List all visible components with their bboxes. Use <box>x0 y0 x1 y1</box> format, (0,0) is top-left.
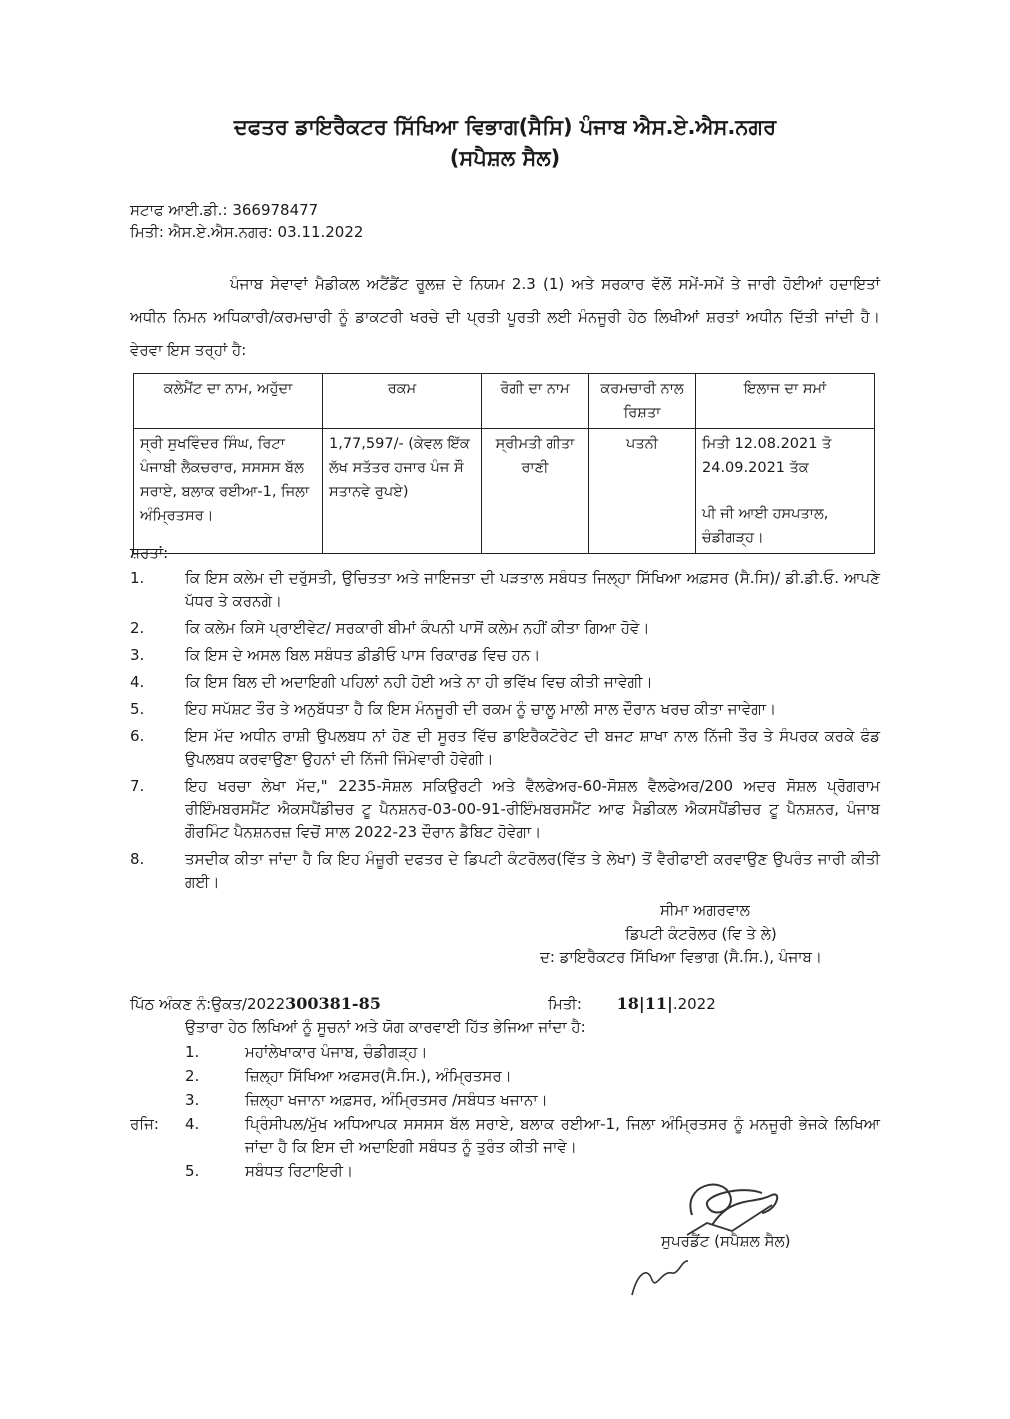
list-item: 7. ਇਹ ਖਰਚਾ ਲੇਖਾ ਮੱਦ," 2235-ਸੋਸ਼ਲ ਸਕਿਉਰਟੀ ਅਤੇ ਵੈਲਫੇਅਰ-60-ਸੋਸ਼ਲ ਵੈਲਫੇਅਰ/200 ਅਦਰ ਸੋਸ਼ਲ ਪ੍ਰੋਗਰਾਮ ਰੀਇੰਮਬਰਸਮੈਂਟ ਐਕਸਪੈਂਡੀਚਰ ਟੂ ਪੈਨਸ਼ਨਰ-03-00-91-ਰੀਇੰਮਬਰਸਮੈਂਟ ਆਫ ਮੈਡੀਕਲ ਐਕਸਪੈਂਡੀਚਰ ਟੂ ਪੈਨਸ਼ਨਰ, ਪੰਜਾਬ ਗੌਰਮਿੰਟ ਪੈਨਸ਼ਨਰਜ਼ ਵਿਚੋਂ ਸਾਲ 2022-23 ਦੌਰਾਨ ਡੈਬਿਟ ਹੋਵੇਗਾ। <box>130 777 880 841</box>
office-subtitle: (ਸਪੈਸ਼ਲ ਸੈਲ) <box>449 146 561 170</box>
signatory-designation: ਡਿਪਟੀ ਕੰਟਰੋਲਰ (ਵਿ ਤੇ ਲੇ) <box>625 925 777 943</box>
list-item: 3. ਜ਼ਿਲ੍ਹਾ ਖਜਾਨਾ ਅਫ਼ਸਰ, ਅੰਮ੍ਰਿਤਸਰ /ਸਬੰਧਤ ਖਜਾਨਾ। <box>185 1091 548 1109</box>
recipients-list <box>130 1041 880 1184</box>
list-item: 8. ਤਸਦੀਕ ਕੀਤਾ ਜਾਂਦਾ ਹੈ ਕਿ ਇਹ ਮੰਜ਼ੂਰੀ ਦਫਤਰ ਦੇ ਡਿਪਟੀ ਕੰਟਰੋਲਰ(ਵਿੱਤ ਤੇ ਲੇਖਾ) ਤੋਂ ਵੈਰੀਫਾਈ ਕਰਵਾਉਣ ਉਪਰੰਤ ਜਾਰੀ ਕੀਤੀ ਗਈ। <box>130 850 880 891</box>
intro-paragraph: ਪੰਜਾਬ ਸੇਵਾਵਾਂ ਮੈਡੀਕਲ ਅਟੈਂਡੈਂਟ ਰੂਲਜ਼ ਦੇ ਨਿਯਮ 2.3 (1) ਅਤੇ ਸਰਕਾਰ ਵੱਲੋਂ ਸਮੇਂ-ਸਮੇਂ ਤੇ ਜਾਰੀ ਹੋਈਆਂ ਹਦਾਇਤਾਂ ਅਧੀਨ ਨਿਮਨ ਅਧਿਕਾਰੀ/ਕਰਮਚਾਰੀ ਨੂੰ ਡਾਕਟਰੀ ਖਰਚੇ ਦੀ ਪ੍ਰਤੀ ਪੂਰਤੀ ਲਈ ਮੰਨਜੂਰੀ ਹੇਠ ਲਿਖੀਆਂ ਸ਼ਰਤਾਂ ਅਧੀਨ ਦਿੱਤੀ ਜਾਂਦੀ ਹੈ। ਵੇਰਵਾ ਇਸ ਤਰ੍ਹਾਂ ਹੈ: <box>130 275 880 359</box>
endorsement-date-handwritten: 18|11| <box>616 994 673 1013</box>
cell-amount: 1,77,597/- (ਕੇਵਲ ਇੱਕ ਲੱਖ ਸਤੱਤਰ ਹਜਾਰ ਪੰਜ ਸੌ ਸਤਾਨਵੇ ਰੁਪਏ) <box>323 429 482 554</box>
list-item: 1. ਕਿ ਇਸ ਕਲੇਮ ਦੀ ਦਰੁੱਸਤੀ, ਉਚਿਤਤਾ ਅਤੇ ਜਾਇਜਤਾ ਦੀ ਪੜਤਾਲ ਸਬੰਧਤ ਜਿਲ੍ਹਾ ਸਿੱਖਿਆ ਅਫ਼ਸਰ (ਸੈ.ਸਿ)/ ਡੀ.ਡੀ.ਓ. ਆਪਣੇ ਪੱਧਰ ਤੇ ਕਰਨਗੇ। <box>130 569 880 610</box>
superintendent-designation: ਸੁਪਰਡੈਂਟ (ਸਪੈਸ਼ਲ ਸੈਲ) <box>661 1232 791 1250</box>
header-amount: ਰਕਮ <box>323 374 482 429</box>
list-item: 2. ਕਿ ਕਲੇਮ ਕਿਸੇ ਪ੍ਰਾਈਵੇਟ/ ਸਰਕਾਰੀ ਬੀਮਾਂ ਕੰਪਨੀ ਪਾਸੋਂ ਕਲੇਮ ਨਹੀਂ ਕੀਤਾ ਗਿਆ ਹੋਵੇ। <box>130 619 650 637</box>
treatment-hospital: ਪੀ ਜੀ ਆਈ ਹਸਪਤਾਲ, ਚੰਡੀਗੜ੍ਹ। <box>702 506 829 546</box>
signatory-office: ਦ: ਡਾਇਰੈਕਟਰ ਸਿੱਖਿਆ ਵਿਭਾਗ (ਸੈ.ਸਿ.), ਪੰਜਾਬ। <box>540 948 823 966</box>
endorsement-number-handwritten: 300381-85 <box>285 994 381 1013</box>
office-title: ਦਫਤਰ ਡਾਇਰੈਕਟਰ ਸਿੱਖਿਆ ਵਿਭਾਗ(ਸੈਸਿ) ਪੰਜਾਬ ਐਸ.ਏ.ਐਸ.ਨਗਰ <box>233 115 777 139</box>
endorsement-number <box>130 994 381 1013</box>
endorsement-date <box>548 994 716 1013</box>
endorsement-intro: ਉਤਾਰਾ ਹੇਠ ਲਿਖਿਆਂ ਨੂੰ ਸੂਚਨਾਂ ਅਤੇ ਯੋਗ ਕਾਰਵਾਈ ਹਿੱਤ ਭੇਜਿਆ ਜਾਂਦਾ ਹੈ: <box>185 1018 586 1036</box>
list-item: 5. ਸਬੰਧਤ ਰਿਟਾਇਰੀ। <box>185 1162 354 1180</box>
table-row <box>134 429 875 554</box>
header-relation: ਕਰਮਚਾਰੀ ਨਾਲ ਰਿਸ਼ਤਾ <box>589 374 696 429</box>
header-treatment-period: ਇਲਾਜ ਦਾ ਸਮਾਂ <box>696 374 875 429</box>
endorsement-date-year: .2022 <box>672 995 716 1013</box>
conditions-label: ਸ਼ਰਤਾਂ: <box>130 544 169 562</box>
conditions-list <box>130 567 880 898</box>
staff-id: ਸਟਾਫ ਆਈ.ਡੀ.: 366978477 <box>130 201 319 219</box>
cell-claimant: ਸ੍ਰੀ ਸੁਖਵਿੰਦਰ ਸਿੰਘ, ਰਿਟਾ ਪੰਜਾਬੀ ਲੈਕਚਰਾਰ, ਸਸਸਸ ਬੱਲ ਸਰਾਏ, ਬਲਾਕ ਰਈਆ-1, ਜਿਲਾ ਅੰਮ੍ਰਿਤਸਰ। <box>134 429 323 554</box>
list-item: ਰਜਿ: 4. ਪ੍ਰਿੰਸੀਪਲ/ਮੁੱਖ ਅਧਿਆਪਕ ਸਸਸਸ ਬੱਲ ਸਰਾਏ, ਬਲਾਕ ਰਈਆ-1, ਜਿਲਾ ਅੰਮ੍ਰਿਤਸਰ ਨੂੰ ਮਨਜੂਰੀ ਭੇਜਕੇ ਲਿਖਿਆ ਜਾਂਦਾ ਹੈ ਕਿ ਇਸ ਦੀ ਅਦਾਇਗੀ ਸਬੰਧਤ ਨੂੰ ਤੁਰੰਤ ਕੀਤੀ ਜਾਵੇ। <box>130 1115 880 1156</box>
list-item: 5. ਇਹ ਸਪੱਸ਼ਟ ਤੌਰ ਤੇ ਅਨੁਬੱਧਤਾ ਹੈ ਕਿ ਇਸ ਮੰਨਜੂਰੀ ਦੀ ਰਕਮ ਨੂੰ ਚਾਲੂ ਮਾਲੀ ਸਾਲ ਦੌਰਾਨ ਖਰਚ ਕੀਤਾ ਜਾਵੇਗਾ। <box>130 700 777 718</box>
list-item: 1. ਮਹਾਂਲੇਖਾਕਾਰ ਪੰਜਾਬ, ਚੰਡੀਗੜ੍ਹ। <box>185 1043 428 1061</box>
cell-treatment <box>696 429 875 554</box>
list-item: 3. ਕਿ ਇਸ ਦੇ ਅਸਲ ਬਿਲ ਸਬੰਧਤ ਡੀਡੀਓ ਪਾਸ ਰਿਕਾਰਡ ਵਿਚ ਹਨ। <box>130 646 541 664</box>
header-patient: ਰੋਗੀ ਦਾ ਨਾਮ <box>482 374 589 429</box>
treatment-period: ਮਿਤੀ 12.08.2021 ਤੋ 24.09.2021 ਤੱਕ <box>702 436 832 476</box>
endorsement-date-label: ਮਿਤੀ: <box>548 995 582 1013</box>
list-item: 2. ਜ਼ਿਲ੍ਹਾ ਸਿੱਖਿਆ ਅਫਸਰ(ਸੈ.ਸਿ.), ਅੰਮ੍ਰਿਤਸਰ। <box>185 1067 512 1085</box>
endorsement-number-label: ਪਿੱਠ ਅੰਕਣ ਨੰ:ਉਕਤ/2022 <box>130 995 286 1013</box>
issue-date: ਮਿਤੀ: ਐਸ.ਏ.ਐਸ.ਨਗਰ: 03.11.2022 <box>130 223 364 241</box>
list-item: 6. ਇਸ ਮੱਦ ਅਧੀਨ ਰਾਸ਼ੀ ਉਪਲਬਧ ਨਾਂ ਹੋਣ ਦੀ ਸੂਰਤ ਵਿੱਚ ਡਾਇਰੈਕਟੋਰੇਟ ਦੀ ਬਜਟ ਸ਼ਾਖਾ ਨਾਲ ਨਿੱਜੀ ਤੌਰ ਤੇ ਸੰਪਰਕ ਕਰਕੇ ਫੰਡ ਉਪਲਬਧ ਕਰਵਾਉਣਾ ਉਹਨਾਂ ਦੀ ਨਿੱਜੀ ਜਿੰਮੇਵਾਰੀ ਹੋਵੇਗੀ। <box>130 727 880 768</box>
list-item: 4. ਕਿ ਇਸ ਬਿਲ ਦੀ ਅਦਾਇਗੀ ਪਹਿਲਾਂ ਨਹੀ ਹੋਈ ਅਤੇ ਨਾ ਹੀ ਭਵਿੱਖ ਵਿਚ ਕੀਤੀ ਜਾਵੇਗੀ। <box>130 673 653 691</box>
cell-patient: ਸ੍ਰੀਮਤੀ ਗੀਤਾ ਰਾਣੀ <box>482 429 589 554</box>
cell-relation: ਪਤਨੀ <box>589 429 696 554</box>
signatory-name: ਸੀਮਾ ਅਗਰਵਾਲ <box>660 901 750 919</box>
table-header-row <box>134 374 875 429</box>
header-claimant: ਕਲੇਮੈਂਟ ਦਾ ਨਾਮ, ਅਹੁੱਦਾ <box>134 374 323 429</box>
claims-table <box>133 373 875 554</box>
